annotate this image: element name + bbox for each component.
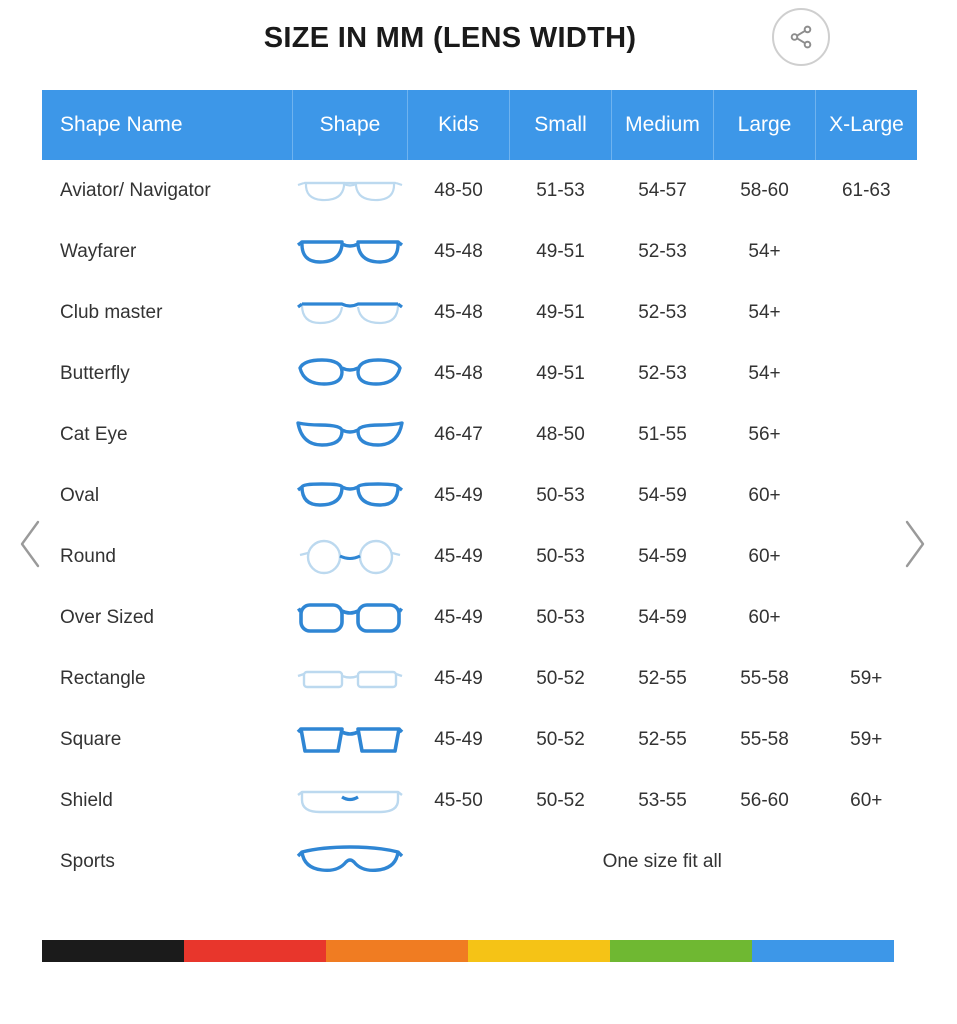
cell-xlarge bbox=[816, 404, 918, 465]
color-bar bbox=[42, 940, 894, 962]
chevron-right-icon bbox=[897, 516, 931, 572]
cell-shape bbox=[293, 404, 408, 465]
cell-xlarge bbox=[816, 587, 918, 648]
cell-medium: 54-59 bbox=[638, 606, 687, 628]
cell-small: 49-51 bbox=[536, 240, 585, 262]
carousel-prev-button[interactable] bbox=[14, 516, 48, 572]
square-glasses-icon bbox=[293, 709, 408, 770]
column-header-medium: Medium bbox=[612, 90, 714, 160]
cell-xlarge: 59+ bbox=[850, 728, 883, 750]
cell-shape-name: Wayfarer bbox=[60, 240, 137, 262]
table-row bbox=[42, 221, 917, 282]
cell-small: 50-53 bbox=[536, 606, 585, 628]
cell-shape bbox=[293, 343, 408, 404]
color-swatch-yellow bbox=[468, 940, 610, 962]
cell-shape bbox=[293, 526, 408, 587]
cell-small: 50-52 bbox=[536, 728, 585, 750]
cell-medium: 51-55 bbox=[638, 423, 687, 445]
table-row bbox=[42, 831, 917, 892]
cell-shape-name: Sports bbox=[60, 850, 115, 872]
column-header-xlarge: X-Large bbox=[816, 90, 918, 160]
cell-shape-name: Round bbox=[60, 545, 116, 567]
cell-small: 50-52 bbox=[536, 789, 585, 811]
cell-small: 50-52 bbox=[536, 667, 585, 689]
cell-shape bbox=[293, 465, 408, 526]
cell-shape bbox=[293, 160, 408, 221]
cell-shape-name: Rectangle bbox=[60, 667, 146, 689]
cell-medium: 54-59 bbox=[638, 545, 687, 567]
column-header-shape-name: Shape Name bbox=[42, 90, 293, 160]
cell-large: 55-58 bbox=[740, 728, 789, 750]
cell-large: 56-60 bbox=[740, 789, 789, 811]
cell-kids: 45-49 bbox=[434, 667, 483, 689]
cell-medium: 53-55 bbox=[638, 789, 687, 811]
cell-shape bbox=[293, 221, 408, 282]
cell-large: 54+ bbox=[748, 301, 781, 323]
table-body bbox=[42, 160, 917, 892]
cell-shape-name: Oval bbox=[60, 484, 100, 506]
table-row bbox=[42, 465, 917, 526]
cell-small: 48-50 bbox=[536, 423, 585, 445]
cell-shape-name: Butterfly bbox=[60, 362, 130, 384]
cell-kids: 45-48 bbox=[434, 301, 483, 323]
cell-one-size-fit-all: One size fit all bbox=[602, 850, 722, 872]
share-icon bbox=[788, 24, 814, 50]
cell-shape-name: Aviator/ Navigator bbox=[60, 179, 211, 201]
table-row bbox=[42, 648, 917, 709]
sports-glasses-icon bbox=[293, 831, 408, 892]
cell-small: 49-51 bbox=[536, 301, 585, 323]
cell-shape-name: Square bbox=[60, 728, 122, 750]
cell-kids: 45-49 bbox=[434, 606, 483, 628]
cell-xlarge bbox=[816, 221, 918, 282]
cell-kids: 45-48 bbox=[434, 240, 483, 262]
cell-kids: 45-48 bbox=[434, 362, 483, 384]
table-row bbox=[42, 343, 917, 404]
color-swatch-black bbox=[42, 940, 184, 962]
cell-medium: 52-53 bbox=[638, 240, 687, 262]
round-glasses-icon bbox=[293, 526, 408, 587]
color-swatch-orange bbox=[326, 940, 468, 962]
butterfly-glasses-icon bbox=[293, 343, 408, 404]
table-row bbox=[42, 587, 917, 648]
cell-xlarge: 61-63 bbox=[841, 179, 891, 201]
cell-kids: 45-49 bbox=[434, 484, 483, 506]
cell-kids: 46-47 bbox=[434, 423, 483, 445]
table-row bbox=[42, 709, 917, 770]
cell-large: 54+ bbox=[748, 362, 781, 384]
table-header bbox=[42, 90, 917, 160]
cell-shape-name: Cat Eye bbox=[60, 423, 128, 445]
table-row bbox=[42, 770, 917, 831]
color-swatch-green bbox=[610, 940, 752, 962]
column-header-large: Large bbox=[714, 90, 816, 160]
cell-kids: 48-50 bbox=[434, 179, 483, 201]
cell-medium: 52-55 bbox=[638, 667, 687, 689]
column-header-shape: Shape bbox=[293, 90, 408, 160]
cell-shape-name: Club master bbox=[60, 301, 163, 323]
cell-small: 49-51 bbox=[536, 362, 585, 384]
share-button[interactable] bbox=[772, 8, 830, 66]
carousel-next-button[interactable] bbox=[897, 516, 931, 572]
cell-shape bbox=[293, 709, 408, 770]
table-header-row bbox=[42, 90, 917, 160]
table-row bbox=[42, 404, 917, 465]
oversized-glasses-icon bbox=[293, 587, 408, 648]
cell-xlarge bbox=[816, 282, 918, 343]
cell-shape-name: Over Sized bbox=[60, 606, 154, 628]
cell-large: 60+ bbox=[748, 606, 781, 628]
cell-xlarge bbox=[816, 343, 918, 404]
column-header-kids: Kids bbox=[408, 90, 510, 160]
cell-medium: 52-55 bbox=[638, 728, 687, 750]
cell-large: 56+ bbox=[748, 423, 781, 445]
chevron-left-icon bbox=[14, 516, 48, 572]
aviator-glasses-icon bbox=[293, 160, 408, 221]
oval-glasses-icon bbox=[293, 465, 408, 526]
cell-shape bbox=[293, 587, 408, 648]
cell-shape bbox=[293, 770, 408, 831]
column-header-small: Small bbox=[510, 90, 612, 160]
cell-large: 60+ bbox=[748, 545, 781, 567]
color-swatch-red bbox=[184, 940, 326, 962]
table-row bbox=[42, 282, 917, 343]
cell-small: 50-53 bbox=[536, 545, 585, 567]
cell-small: 51-53 bbox=[536, 179, 585, 201]
cateye-glasses-icon bbox=[293, 404, 408, 465]
clubmaster-glasses-icon bbox=[293, 282, 408, 343]
cell-kids: 45-50 bbox=[434, 789, 483, 811]
cell-medium: 52-53 bbox=[638, 362, 687, 384]
cell-shape bbox=[293, 648, 408, 709]
cell-medium: 54-59 bbox=[638, 484, 687, 506]
wayfarer-glasses-icon bbox=[293, 221, 408, 282]
cell-large: 58-60 bbox=[740, 179, 789, 201]
cell-xlarge: 60+ bbox=[850, 789, 883, 811]
cell-xlarge: 59+ bbox=[850, 667, 883, 689]
cell-medium: 52-53 bbox=[638, 301, 687, 323]
cell-large: 60+ bbox=[748, 484, 781, 506]
size-table-wrapper bbox=[42, 90, 904, 892]
cell-small: 50-53 bbox=[536, 484, 585, 506]
table-row bbox=[42, 526, 917, 587]
table-row bbox=[42, 160, 917, 221]
cell-large: 54+ bbox=[748, 240, 781, 262]
cell-shape-name: Shield bbox=[60, 789, 113, 811]
size-table bbox=[42, 90, 917, 892]
cell-kids: 45-49 bbox=[434, 728, 483, 750]
rectangle-glasses-icon bbox=[293, 648, 408, 709]
cell-large: 55-58 bbox=[740, 667, 789, 689]
color-swatch-blue bbox=[752, 940, 894, 962]
shield-glasses-icon bbox=[293, 770, 408, 831]
cell-shape bbox=[293, 282, 408, 343]
page-title: SIZE IN MM (LENS WIDTH) bbox=[263, 22, 637, 54]
cell-shape bbox=[293, 831, 408, 892]
cell-medium: 54-57 bbox=[638, 179, 687, 201]
cell-kids: 45-49 bbox=[434, 545, 483, 567]
